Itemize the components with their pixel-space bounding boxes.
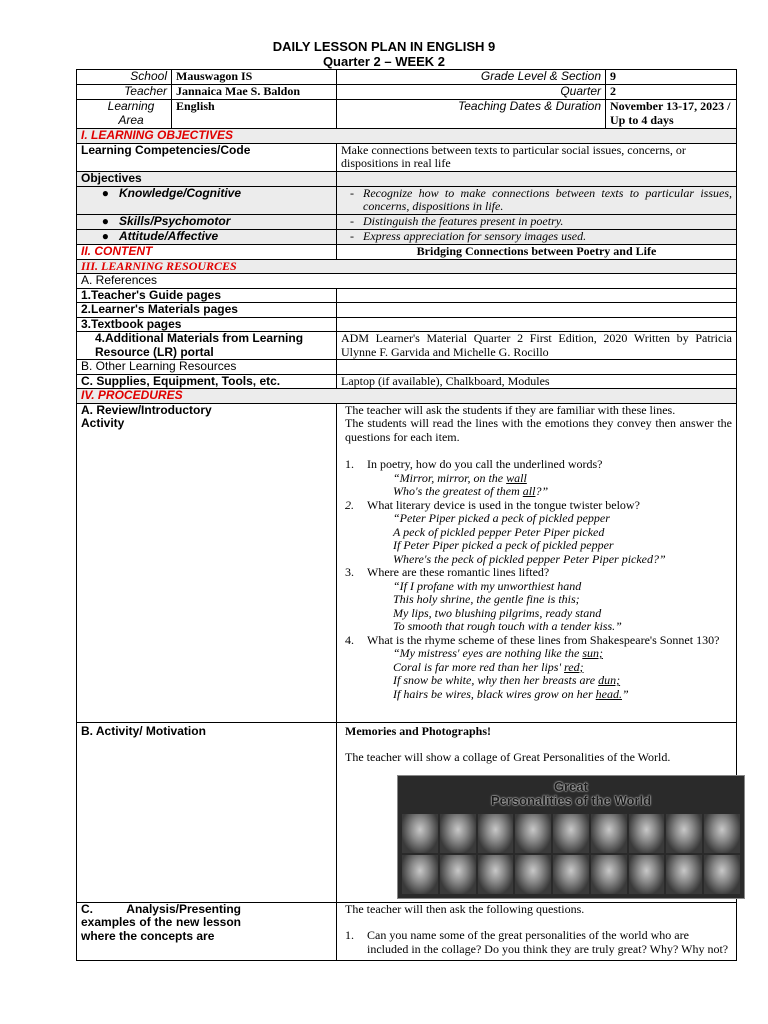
row-review	[77, 403, 737, 722]
poem-line: Coral is far more red than her lips' red;	[393, 659, 584, 674]
objective-text: Express appreciation for sensory images used.	[363, 228, 587, 243]
list-item: 1. Can you name some of the great personalities of the world who are included in the collage? Do you think they are truly great? Why? Why not?	[345, 928, 729, 956]
dash-icon: -	[350, 228, 354, 243]
great-personalities-collage	[397, 775, 745, 899]
portrait	[440, 814, 476, 853]
poem-line: Where's the peck of pickled pepper Peter Piper picked?”	[393, 551, 666, 566]
analysis-intro: The teacher will then ask the following questions.	[345, 901, 585, 916]
portrait	[553, 814, 589, 853]
review-label: A. Review/Introductory Activity	[77, 403, 337, 722]
content-section-heading: II. CONTENT	[77, 244, 337, 259]
row-objectives	[77, 171, 737, 186]
row-procedures-section	[77, 389, 737, 404]
collage-title-line2: Personalities of the World	[490, 792, 652, 808]
row-other-resources	[77, 360, 737, 375]
row-lr-portal	[77, 332, 737, 360]
row-objective-attitude	[77, 229, 737, 244]
list-item: 2. What literary device is used in the tongue twister below?	[345, 497, 640, 512]
list-item: 3. Where are these romantic lines lifted?	[345, 565, 550, 579]
list-item: 4. What is the rhyme scheme of these lines from Shakespeare's Sonnet 130?	[345, 632, 720, 647]
bullet-icon: ●	[101, 213, 109, 228]
grade-value: 9	[606, 70, 737, 85]
learners-materials-label: 2.Learner's Materials pages	[77, 303, 337, 318]
poem-line: “My mistress' eyes are nothing like the sun;	[393, 646, 603, 660]
supplies-label: C. Supplies, Equipment, Tools, etc.	[77, 374, 337, 389]
bullet-icon: ●	[101, 228, 109, 243]
portrait	[440, 855, 476, 894]
portrait	[402, 855, 438, 894]
row-supplies	[77, 374, 737, 389]
row-resources-section	[77, 259, 737, 274]
competency-value: Make connections between texts to particular social issues, concerns, or dispositions in real life	[337, 143, 737, 171]
poem-line: Who's the greatest of them all?”	[393, 484, 549, 498]
portrait	[629, 814, 665, 853]
poem-line: If hairs be wires, black wires grow on her head.”	[393, 686, 629, 701]
objective-label: Knowledge/Cognitive	[119, 185, 242, 200]
textbook-label: 3.Textbook pages	[77, 317, 337, 332]
row-competency	[77, 143, 737, 171]
content-value: Bridging Connections between Poetry and Life	[337, 244, 737, 259]
row-school	[77, 70, 737, 85]
row-content	[77, 244, 737, 259]
bullet-icon: ●	[101, 185, 109, 200]
poem-line: To smooth that rough touch with a tender kiss.”	[393, 619, 622, 633]
row-objective-skills	[77, 214, 737, 229]
review-content	[337, 403, 737, 722]
row-textbook	[77, 317, 737, 332]
objective-label: Skills/Psychomotor	[119, 213, 231, 228]
resources-section-heading: III. LEARNING RESOURCES	[77, 259, 737, 274]
row-area	[77, 100, 737, 129]
activity-content	[337, 722, 737, 902]
objective-text: Recognize how to make connections between texts to particular issues, concerns, dispositions in life.	[363, 185, 732, 213]
area-value: English	[172, 100, 337, 129]
poem-line: If snow be white, why then her breasts are dun;	[393, 673, 621, 687]
portrait	[553, 855, 589, 894]
portrait	[515, 855, 551, 894]
objective-text: Distinguish the features present in poetry.	[363, 213, 564, 228]
objective-label: Attitude/Affective	[119, 228, 219, 243]
portrait-grid	[402, 814, 740, 894]
portrait	[478, 814, 514, 853]
analysis-content	[337, 902, 737, 960]
dates-label: Teaching Dates & Duration	[337, 100, 606, 129]
document-subtitle: Quarter 2 – WEEK 2	[322, 54, 446, 69]
lr-portal-value: ADM Learner's Material Quarter 2 First Edition, 2020 Written by Patricia Ulynne F. Garvida and Michelle G. Rocillo	[337, 332, 737, 360]
row-references	[77, 274, 737, 289]
lesson-plan-table	[76, 69, 737, 961]
row-learners-materials	[77, 303, 737, 318]
teachers-guide-label: 1.Teacher's Guide pages	[77, 288, 337, 303]
dash-icon: -	[350, 185, 354, 200]
school-label: School	[77, 70, 172, 85]
row-objectives-section	[77, 129, 737, 144]
poem-line: “Mirror, mirror, on the wall	[393, 470, 527, 485]
document-title: DAILY LESSON PLAN IN ENGLISH 9	[272, 39, 496, 54]
review-instructions: The students will read the lines with the emotions they convey then answer the questions for each item.	[345, 416, 732, 444]
poem-line: “If I profane with my unworthiest hand	[393, 578, 582, 593]
poem-line: “Peter Piper picked a peck of pickled pepper	[393, 511, 610, 525]
analysis-label: C. Analysis/Presenting examples of the new lesson where the concepts are	[77, 902, 337, 960]
lr-portal-label: 4.Additional Materials from Learning Resource (LR) portal	[77, 332, 337, 360]
school-value: Mauswagon IS	[172, 70, 337, 85]
row-objective-knowledge	[77, 186, 737, 214]
dates-value: November 13-17, 2023 / Up to 4 days	[606, 100, 737, 129]
portrait	[666, 855, 702, 894]
activity-text: The teacher will show a collage of Great Personalities of the World.	[345, 750, 671, 764]
supplies-value: Laptop (if available), Chalkboard, Modules	[337, 374, 737, 389]
portrait	[591, 855, 627, 894]
list-item: 1. In poetry, how do you call the underlined words?	[345, 457, 603, 471]
portrait	[666, 814, 702, 853]
row-teachers-guide	[77, 288, 737, 303]
portrait	[591, 814, 627, 853]
portrait	[515, 814, 551, 853]
review-intro: The teacher will ask the students if they are familiar with these lines.	[345, 402, 676, 417]
row-activity	[77, 722, 737, 902]
area-label: Learning Area	[77, 100, 172, 129]
portrait	[402, 814, 438, 853]
teacher-label: Teacher	[77, 85, 172, 100]
objectives-section-heading: I. LEARNING OBJECTIVES	[77, 129, 737, 144]
competency-label: Learning Competencies/Code	[77, 143, 337, 171]
portrait	[629, 855, 665, 894]
poem-line: This holy shrine, the gentle fine is this;	[393, 592, 580, 606]
row-teacher	[77, 85, 737, 100]
collage-title-line1: Great	[554, 778, 588, 794]
poem-line: A peck of pickled pepper Peter Piper picked	[393, 524, 605, 539]
references-label: A. References	[77, 274, 737, 289]
quarter-value: 2	[606, 85, 737, 100]
grade-label: Grade Level & Section	[337, 70, 606, 85]
teacher-value: Jannaica Mae S. Baldon	[172, 85, 337, 100]
procedures-section-heading: IV. PROCEDURES	[77, 389, 737, 404]
portrait	[704, 814, 740, 853]
portrait	[704, 855, 740, 894]
objectives-label: Objectives	[77, 171, 337, 186]
poem-line: My lips, two blushing pilgrims, ready stand	[393, 605, 602, 620]
dash-icon: -	[350, 213, 354, 228]
other-resources-label: B. Other Learning Resources	[77, 360, 337, 375]
poem-line: If Peter Piper picked a peck of pickled pepper	[393, 538, 614, 552]
row-analysis	[77, 902, 737, 960]
quarter-label: Quarter	[337, 85, 606, 100]
activity-label: B. Activity/ Motivation	[77, 722, 337, 902]
portrait	[478, 855, 514, 894]
activity-title: Memories and Photographs!	[345, 723, 491, 738]
